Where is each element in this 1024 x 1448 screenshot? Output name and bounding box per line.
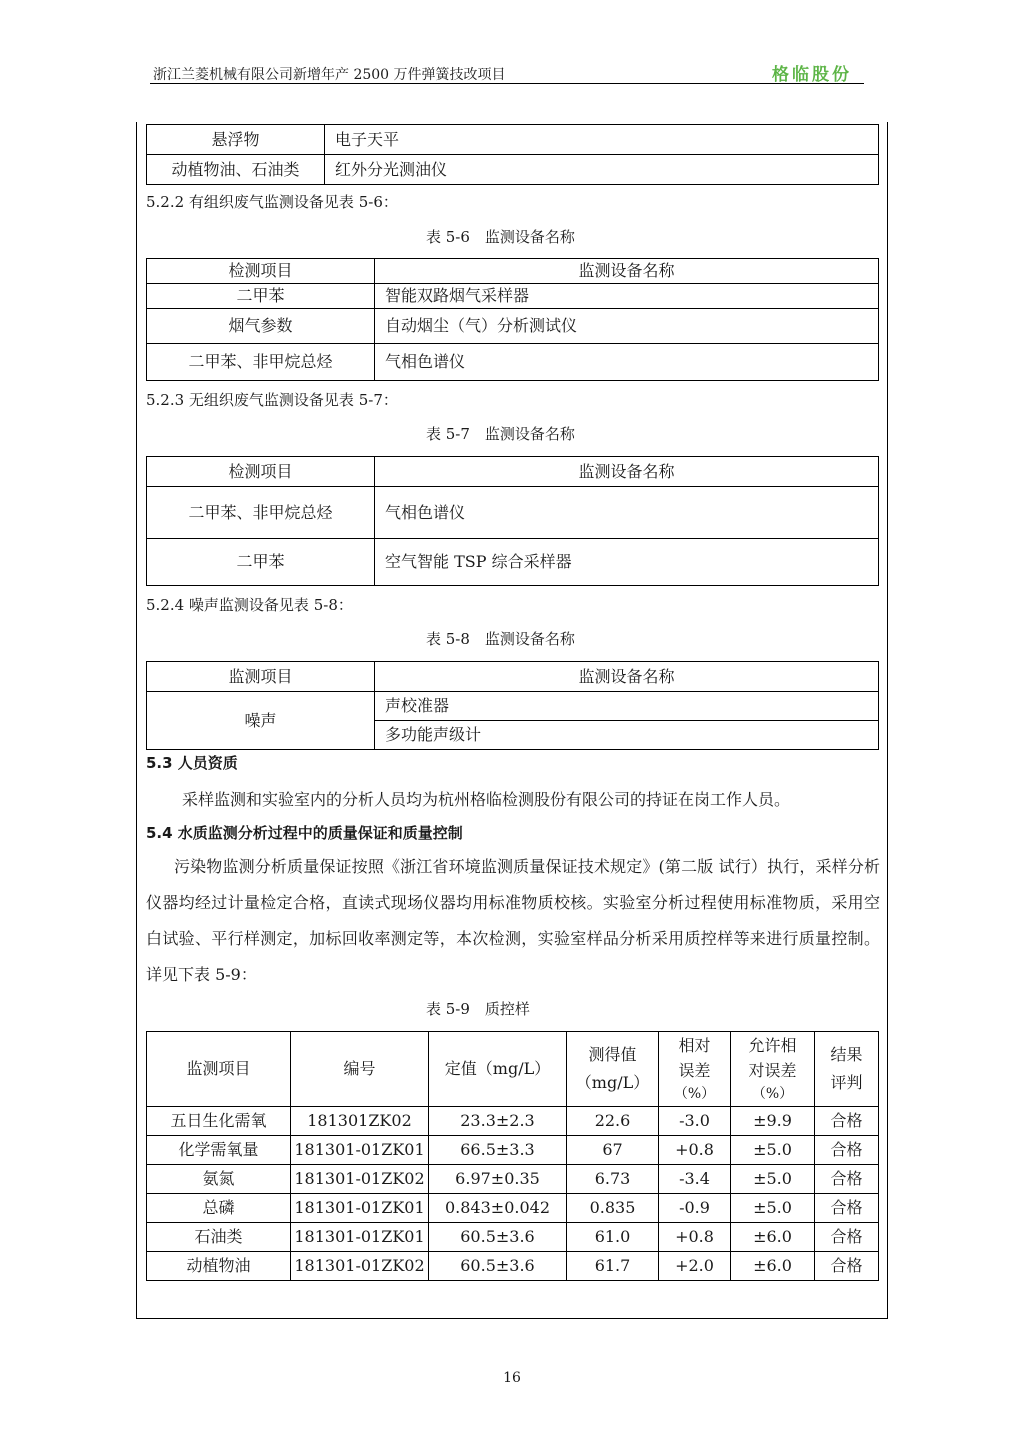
item-cell: 二甲苯、非甲烷总烃 xyxy=(147,344,375,381)
item-cell: 动植物油、石油类 xyxy=(147,155,325,185)
table-header-row xyxy=(147,1032,879,1107)
page-number: 16 xyxy=(503,1370,521,1386)
table-row xyxy=(147,1136,879,1165)
table-row xyxy=(147,155,879,185)
device-cell: 电子天平 xyxy=(325,125,879,155)
rel-err-cell: +0.8 xyxy=(659,1136,731,1165)
header-item: 监测项目 xyxy=(147,1032,291,1107)
header-value: 定值（mg/L） xyxy=(429,1032,567,1107)
header-allowed-line: 允许相 xyxy=(748,1036,797,1055)
table-5-7 xyxy=(146,456,879,586)
header-rel-err-line: 相对 xyxy=(678,1036,711,1055)
result-cell: 合格 xyxy=(815,1165,879,1194)
table-5-6-caption: 表 5-6 监测设备名称 xyxy=(426,228,575,246)
item-cell: 石油类 xyxy=(147,1223,291,1252)
table-row xyxy=(147,539,879,586)
header-rule xyxy=(150,83,864,84)
header-title: 浙江兰菱机械有限公司新增年产 2500 万件弹簧技改项目 xyxy=(153,67,506,83)
rel-err-cell: +2.0 xyxy=(659,1252,731,1281)
section-523-intro: 5.2.3 无组织废气监测设备见表 5-7： xyxy=(146,391,398,409)
item-cell: 噪声 xyxy=(147,692,375,750)
header-rel-err xyxy=(659,1032,731,1107)
value-cell: 66.5±3.3 xyxy=(429,1136,567,1165)
item-cell: 五日生化需氧 xyxy=(147,1107,291,1136)
section-53-text: 采样监测和实验室内的分析人员均为杭州格临检测股份有限公司的持证在岗工作人员。 xyxy=(182,790,791,809)
table-header-row xyxy=(147,259,879,284)
measured-cell: 22.6 xyxy=(567,1107,659,1136)
value-cell: 0.843±0.042 xyxy=(429,1194,567,1223)
item-cell: 悬浮物 xyxy=(147,125,325,155)
header-device: 监测设备名称 xyxy=(375,662,879,692)
device-cell: 气相色谱仪 xyxy=(375,487,879,539)
value-cell: 60.5±3.6 xyxy=(429,1252,567,1281)
item-cell: 总磷 xyxy=(147,1194,291,1223)
allowed-cell: ±5.0 xyxy=(731,1165,815,1194)
code-cell: 181301-01ZK01 xyxy=(291,1136,429,1165)
item-cell: 烟气参数 xyxy=(147,309,375,344)
table-5-8 xyxy=(146,661,879,750)
table-row xyxy=(147,692,879,721)
rel-err-cell: -0.9 xyxy=(659,1194,731,1223)
item-cell: 化学需氧量 xyxy=(147,1136,291,1165)
result-cell: 合格 xyxy=(815,1136,879,1165)
table-header-row xyxy=(147,457,879,487)
code-cell: 181301-01ZK01 xyxy=(291,1223,429,1252)
header-measured-line: 测得值 xyxy=(588,1045,637,1064)
item-cell: 氨氮 xyxy=(147,1165,291,1194)
section-524-intro: 5.2.4 噪声监测设备见表 5-8： xyxy=(146,596,353,614)
value-cell: 60.5±3.6 xyxy=(429,1223,567,1252)
table-top xyxy=(146,124,879,185)
header-item: 检测项目 xyxy=(147,259,375,284)
table-row xyxy=(147,344,879,381)
header-allowed-line: 对误差 xyxy=(748,1061,797,1080)
value-cell: 23.3±2.3 xyxy=(429,1107,567,1136)
header-device: 监测设备名称 xyxy=(375,457,879,487)
table-5-9-caption: 表 5-9 质控样 xyxy=(426,1000,530,1018)
table-5-7-caption: 表 5-7 监测设备名称 xyxy=(426,425,575,443)
item-cell: 二甲苯 xyxy=(147,284,375,309)
device-cell: 空气智能 TSP 综合采样器 xyxy=(375,539,879,586)
allowed-cell: ±6.0 xyxy=(731,1252,815,1281)
table-row xyxy=(147,1107,879,1136)
device-cell: 自动烟尘（气）分析测试仪 xyxy=(375,309,879,344)
header-result-line: 结果 xyxy=(830,1045,863,1064)
table-row xyxy=(147,125,879,155)
rel-err-cell: -3.0 xyxy=(659,1107,731,1136)
header-item: 监测项目 xyxy=(147,662,375,692)
section-54-heading: 5.4 水质监测分析过程中的质量保证和质量控制 xyxy=(146,824,463,842)
device-cell: 声校准器 xyxy=(375,692,879,721)
device-cell: 红外分光测油仪 xyxy=(325,155,879,185)
measured-cell: 61.0 xyxy=(567,1223,659,1252)
header-rel-err-line: （%） xyxy=(673,1086,716,1102)
allowed-cell: ±9.9 xyxy=(731,1107,815,1136)
item-cell: 动植物油 xyxy=(147,1252,291,1281)
table-5-8-caption: 表 5-8 监测设备名称 xyxy=(426,630,575,648)
table-row xyxy=(147,487,879,539)
code-cell: 181301-01ZK01 xyxy=(291,1194,429,1223)
rel-err-cell: -3.4 xyxy=(659,1165,731,1194)
section-522-intro: 5.2.2 有组织废气监测设备见表 5-6： xyxy=(146,193,398,211)
table-row xyxy=(147,1165,879,1194)
table-header-row xyxy=(147,662,879,692)
item-cell: 二甲苯 xyxy=(147,539,375,586)
code-cell: 181301ZK02 xyxy=(291,1107,429,1136)
measured-cell: 61.7 xyxy=(567,1252,659,1281)
table-5-6 xyxy=(146,258,879,381)
header-result xyxy=(815,1032,879,1107)
header-code: 编号 xyxy=(291,1032,429,1107)
device-cell: 智能双路烟气采样器 xyxy=(375,284,879,309)
table-row xyxy=(147,309,879,344)
table-5-9 xyxy=(146,1031,879,1281)
company-logo: 格临股份 xyxy=(772,65,852,85)
device-cell: 多功能声级计 xyxy=(375,721,879,750)
device-cell: 气相色谱仪 xyxy=(375,344,879,381)
measured-cell: 6.73 xyxy=(567,1165,659,1194)
allowed-cell: ±5.0 xyxy=(731,1194,815,1223)
header-device: 监测设备名称 xyxy=(375,259,879,284)
header-result-line: 评判 xyxy=(830,1073,863,1092)
table-row xyxy=(147,1194,879,1223)
header-measured-line: （mg/L） xyxy=(575,1073,650,1092)
header-allowed xyxy=(731,1032,815,1107)
item-cell: 二甲苯、非甲烷总烃 xyxy=(147,487,375,539)
code-cell: 181301-01ZK02 xyxy=(291,1252,429,1281)
rel-err-cell: +0.8 xyxy=(659,1223,731,1252)
result-cell: 合格 xyxy=(815,1223,879,1252)
section-54-text: 污染物监测分析质量保证按照《浙江省环境监测质量保证技术规定》(第二版 试行）执行，采样分析仪器均经过计量检定合格，直读式现场仪器均用标准物质校核。实验室分析过程使用标准物质，采用空白试验、平行样测定，加标回收率测定等，本次检测，实验室样品分析采用质控样等来进行质量控制。详见下表 5-9： xyxy=(146,857,880,984)
allowed-cell: ±5.0 xyxy=(731,1136,815,1165)
measured-cell: 0.835 xyxy=(567,1194,659,1223)
value-cell: 6.97±0.35 xyxy=(429,1165,567,1194)
result-cell: 合格 xyxy=(815,1107,879,1136)
table-row xyxy=(147,1252,879,1281)
table-row xyxy=(147,1223,879,1252)
header-allowed-line: （%） xyxy=(751,1086,794,1102)
header-rel-err-line: 误差 xyxy=(678,1061,711,1080)
header-measured xyxy=(567,1032,659,1107)
measured-cell: 67 xyxy=(567,1136,659,1165)
section-53-heading: 5.3 人员资质 xyxy=(146,754,238,772)
result-cell: 合格 xyxy=(815,1194,879,1223)
code-cell: 181301-01ZK02 xyxy=(291,1165,429,1194)
allowed-cell: ±6.0 xyxy=(731,1223,815,1252)
table-row xyxy=(147,284,879,309)
result-cell: 合格 xyxy=(815,1252,879,1281)
header-item: 检测项目 xyxy=(147,457,375,487)
